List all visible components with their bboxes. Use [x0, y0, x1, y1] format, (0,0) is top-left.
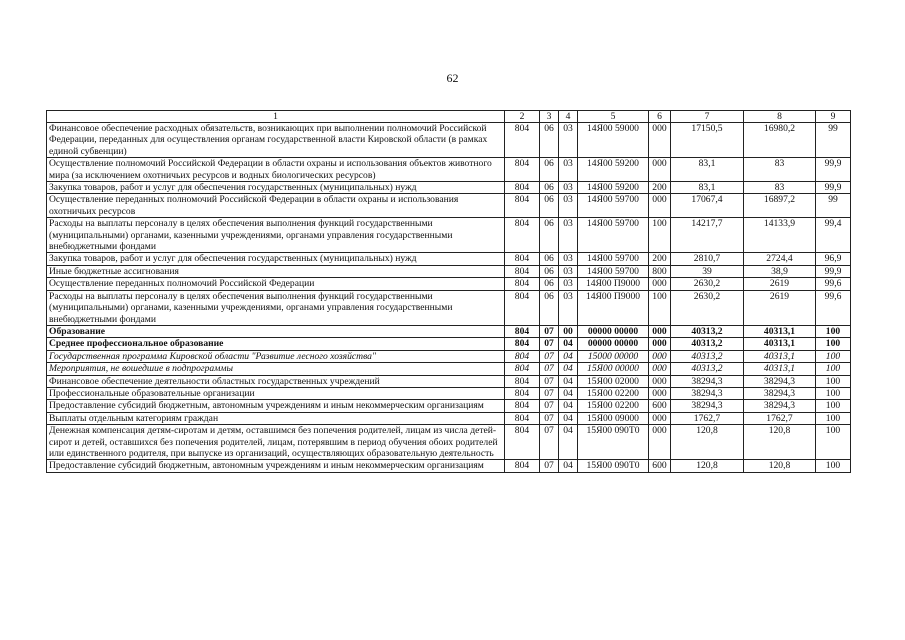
table-row — [47, 278, 851, 290]
table-row — [47, 290, 851, 325]
item-name-cell: Предоставление субсидий бюджетным, автономным учреждениям и иным некоммерческим организациям — [47, 460, 505, 472]
admin-code-cell: 804 — [505, 290, 540, 325]
expense-type-cell: 100 — [649, 290, 671, 325]
executed-amount-cell: 16980,2 — [744, 123, 816, 158]
percent-cell: 99,6 — [816, 290, 851, 325]
item-name-cell: Денежная компенсация детям-сиротам и детям, оставшимся без попечения родителей, лицам из числа детей-сирот и детей, оставшихся без попечения родителей, лицам, потерявшим в период обучения обоих родителей или единственного родителя, при выпуске из организаций, осуществляющих образовательную деятельность — [47, 425, 505, 460]
item-name-cell: Образование — [47, 325, 505, 337]
header-cell: 3 — [540, 111, 559, 123]
item-name-cell: Осуществление переданных полномочий Российской Федерации в области охраны и использования охотничьих ресурсов — [47, 194, 505, 218]
section-cell: 06 — [540, 218, 559, 253]
admin-code-cell: 804 — [505, 425, 540, 460]
item-name-cell: Мероприятия, не вошедшие в подпрограммы — [47, 363, 505, 375]
target-article-cell: 15Я00 02200 — [578, 387, 649, 399]
admin-code-cell: 804 — [505, 387, 540, 399]
planned-amount-cell: 40313,2 — [671, 338, 744, 350]
table-row — [47, 400, 851, 412]
executed-amount-cell: 83 — [744, 182, 816, 194]
subsection-cell: 04 — [559, 400, 578, 412]
percent-cell: 99,4 — [816, 218, 851, 253]
subsection-cell: 04 — [559, 375, 578, 387]
percent-cell: 96,9 — [816, 253, 851, 265]
target-article-cell: 15Я00 02000 — [578, 375, 649, 387]
planned-amount-cell: 2630,2 — [671, 290, 744, 325]
subsection-cell: 03 — [559, 194, 578, 218]
expense-type-cell: 000 — [649, 363, 671, 375]
percent-cell: 100 — [816, 338, 851, 350]
expense-type-cell: 000 — [649, 412, 671, 424]
expense-type-cell: 000 — [649, 387, 671, 399]
header-cell: 6 — [649, 111, 671, 123]
table-row — [47, 218, 851, 253]
table-row — [47, 158, 851, 182]
item-name-cell: Осуществление полномочий Российской Федерации в области охраны и использования объектов животного мира (за исключением охотничьих ресурсов и водных биологических ресурсов) — [47, 158, 505, 182]
admin-code-cell: 804 — [505, 338, 540, 350]
target-article-cell: 14Я00 59700 — [578, 265, 649, 277]
item-name-cell: Расходы на выплаты персоналу в целях обеспечения выполнения функций государственными (муниципальными) органами, казенными учреждениями, органами управления государственными внебюджетными фондами — [47, 218, 505, 253]
executed-amount-cell: 1762,7 — [744, 412, 816, 424]
header-cell: 9 — [816, 111, 851, 123]
subsection-cell: 03 — [559, 265, 578, 277]
item-name-cell: Финансовое обеспечение деятельности областных государственных учреждений — [47, 375, 505, 387]
subsection-cell: 03 — [559, 218, 578, 253]
header-cell: 1 — [47, 111, 505, 123]
admin-code-cell: 804 — [505, 158, 540, 182]
subsection-cell: 03 — [559, 158, 578, 182]
percent-cell: 99,9 — [816, 265, 851, 277]
planned-amount-cell: 39 — [671, 265, 744, 277]
planned-amount-cell: 38294,3 — [671, 400, 744, 412]
table-row — [47, 350, 851, 362]
section-cell: 07 — [540, 363, 559, 375]
executed-amount-cell: 38,9 — [744, 265, 816, 277]
subsection-cell: 04 — [559, 460, 578, 472]
planned-amount-cell: 40313,2 — [671, 350, 744, 362]
admin-code-cell: 804 — [505, 182, 540, 194]
table-row — [47, 375, 851, 387]
percent-cell: 100 — [816, 387, 851, 399]
table-row — [47, 325, 851, 337]
target-article-cell: 15Я00 09000 — [578, 412, 649, 424]
page-number: 62 — [446, 71, 459, 85]
expense-type-cell: 600 — [649, 460, 671, 472]
percent-cell: 99,6 — [816, 278, 851, 290]
admin-code-cell: 804 — [505, 218, 540, 253]
item-name-cell: Иные бюджетные ассигнования — [47, 265, 505, 277]
executed-amount-cell: 2619 — [744, 290, 816, 325]
section-cell: 06 — [540, 182, 559, 194]
section-cell: 06 — [540, 158, 559, 182]
expense-type-cell: 800 — [649, 265, 671, 277]
executed-amount-cell: 40313,1 — [744, 363, 816, 375]
admin-code-cell: 804 — [505, 363, 540, 375]
expense-type-cell: 000 — [649, 123, 671, 158]
executed-amount-cell: 14133,9 — [744, 218, 816, 253]
target-article-cell: 14Я00 59200 — [578, 158, 649, 182]
item-name-cell: Финансовое обеспечение расходных обязательств, возникающих при выполнении полномочий Российской Федерации, переданных для осуществления органам государственной власти Кировской области (в рамках единой субвенции) — [47, 123, 505, 158]
section-cell: 06 — [540, 123, 559, 158]
expense-type-cell: 000 — [649, 425, 671, 460]
percent-cell: 99 — [816, 123, 851, 158]
subsection-cell: 03 — [559, 290, 578, 325]
target-article-cell: 14Я00 59200 — [578, 182, 649, 194]
executed-amount-cell: 40313,1 — [744, 338, 816, 350]
planned-amount-cell: 2810,7 — [671, 253, 744, 265]
section-cell: 07 — [540, 338, 559, 350]
subsection-cell: 04 — [559, 350, 578, 362]
header-cell: 4 — [559, 111, 578, 123]
table-row — [47, 338, 851, 350]
table-row — [47, 425, 851, 460]
section-cell: 07 — [540, 412, 559, 424]
section-cell: 07 — [540, 460, 559, 472]
expense-type-cell: 600 — [649, 400, 671, 412]
executed-amount-cell: 38294,3 — [744, 400, 816, 412]
percent-cell: 100 — [816, 375, 851, 387]
section-cell: 06 — [540, 278, 559, 290]
item-name-cell: Среднее профессиональное образование — [47, 338, 505, 350]
executed-amount-cell: 16897,2 — [744, 194, 816, 218]
target-article-cell: 14Я00 59700 — [578, 218, 649, 253]
executed-amount-cell: 40313,1 — [744, 325, 816, 337]
table-row — [47, 460, 851, 472]
executed-amount-cell: 2724,4 — [744, 253, 816, 265]
admin-code-cell: 804 — [505, 400, 540, 412]
planned-amount-cell: 83,1 — [671, 182, 744, 194]
planned-amount-cell: 14217,7 — [671, 218, 744, 253]
section-cell: 06 — [540, 265, 559, 277]
section-cell: 06 — [540, 290, 559, 325]
admin-code-cell: 804 — [505, 123, 540, 158]
expense-type-cell: 000 — [649, 338, 671, 350]
expense-type-cell: 100 — [649, 218, 671, 253]
admin-code-cell: 804 — [505, 265, 540, 277]
target-article-cell: 14Я00 59700 — [578, 253, 649, 265]
section-cell: 07 — [540, 387, 559, 399]
subsection-cell: 04 — [559, 387, 578, 399]
subsection-cell: 03 — [559, 182, 578, 194]
target-article-cell: 14Я00 59700 — [578, 194, 649, 218]
percent-cell: 100 — [816, 460, 851, 472]
table-row — [47, 265, 851, 277]
expense-type-cell: 000 — [649, 325, 671, 337]
table-body — [47, 111, 851, 473]
planned-amount-cell: 38294,3 — [671, 375, 744, 387]
header-cell: 5 — [578, 111, 649, 123]
admin-code-cell: 804 — [505, 253, 540, 265]
table-row — [47, 253, 851, 265]
admin-code-cell: 804 — [505, 278, 540, 290]
admin-code-cell: 804 — [505, 350, 540, 362]
item-name-cell: Закупка товаров, работ и услуг для обеспечения государственных (муниципальных) нужд — [47, 182, 505, 194]
item-name-cell: Государственная программа Кировской области "Развитие лесного хозяйства" — [47, 350, 505, 362]
admin-code-cell: 804 — [505, 375, 540, 387]
planned-amount-cell: 38294,3 — [671, 387, 744, 399]
executed-amount-cell: 83 — [744, 158, 816, 182]
admin-code-cell: 804 — [505, 412, 540, 424]
percent-cell: 100 — [816, 400, 851, 412]
planned-amount-cell: 1762,7 — [671, 412, 744, 424]
executed-amount-cell: 40313,1 — [744, 350, 816, 362]
table-row — [47, 387, 851, 399]
percent-cell: 99 — [816, 194, 851, 218]
subsection-cell: 03 — [559, 278, 578, 290]
table-row — [47, 194, 851, 218]
target-article-cell: 15Я00 02200 — [578, 400, 649, 412]
item-name-cell: Расходы на выплаты персоналу в целях обеспечения выполнения функций государственными (муниципальными) органами, казенными учреждениями, органами управления государственными внебюджетными фондами — [47, 290, 505, 325]
subsection-cell: 04 — [559, 338, 578, 350]
subsection-cell: 03 — [559, 253, 578, 265]
section-cell: 07 — [540, 325, 559, 337]
header-cell: 8 — [744, 111, 816, 123]
table-row — [47, 412, 851, 424]
item-name-cell: Выплаты отдельным категориям граждан — [47, 412, 505, 424]
subsection-cell: 04 — [559, 412, 578, 424]
target-article-cell: 15Я00 090Т0 — [578, 460, 649, 472]
planned-amount-cell: 40313,2 — [671, 325, 744, 337]
target-article-cell: 00000 00000 — [578, 325, 649, 337]
header-cell: 7 — [671, 111, 744, 123]
percent-cell: 99,9 — [816, 182, 851, 194]
planned-amount-cell: 120,8 — [671, 425, 744, 460]
expense-type-cell: 200 — [649, 182, 671, 194]
percent-cell: 100 — [816, 325, 851, 337]
subsection-cell: 04 — [559, 425, 578, 460]
planned-amount-cell: 83,1 — [671, 158, 744, 182]
expense-type-cell: 000 — [649, 194, 671, 218]
planned-amount-cell: 120,8 — [671, 460, 744, 472]
table-row — [47, 182, 851, 194]
expense-type-cell: 000 — [649, 158, 671, 182]
subsection-cell: 00 — [559, 325, 578, 337]
planned-amount-cell: 40313,2 — [671, 363, 744, 375]
percent-cell: 100 — [816, 350, 851, 362]
admin-code-cell: 804 — [505, 325, 540, 337]
section-cell: 07 — [540, 400, 559, 412]
target-article-cell: 15000 00000 — [578, 350, 649, 362]
target-article-cell: 14Я00 59000 — [578, 123, 649, 158]
section-cell: 06 — [540, 194, 559, 218]
header-cell: 2 — [505, 111, 540, 123]
header-row — [47, 111, 851, 123]
expense-type-cell: 000 — [649, 278, 671, 290]
percent-cell: 100 — [816, 412, 851, 424]
executed-amount-cell: 120,8 — [744, 425, 816, 460]
table-row — [47, 123, 851, 158]
item-name-cell: Профессиональные образовательные организации — [47, 387, 505, 399]
table-row — [47, 363, 851, 375]
executed-amount-cell: 120,8 — [744, 460, 816, 472]
planned-amount-cell: 17067,4 — [671, 194, 744, 218]
expense-type-cell: 000 — [649, 375, 671, 387]
percent-cell: 99,9 — [816, 158, 851, 182]
target-article-cell: 14Я00 П9000 — [578, 290, 649, 325]
target-article-cell: 15Я00 00000 — [578, 363, 649, 375]
budget-table — [46, 110, 851, 473]
target-article-cell: 15Я00 090Т0 — [578, 425, 649, 460]
section-cell: 07 — [540, 375, 559, 387]
target-article-cell: 00000 00000 — [578, 338, 649, 350]
item-name-cell: Закупка товаров, работ и услуг для обеспечения государственных (муниципальных) нужд — [47, 253, 505, 265]
executed-amount-cell: 38294,3 — [744, 387, 816, 399]
percent-cell: 100 — [816, 425, 851, 460]
subsection-cell: 04 — [559, 363, 578, 375]
percent-cell: 100 — [816, 363, 851, 375]
subsection-cell: 03 — [559, 123, 578, 158]
item-name-cell: Осуществление переданных полномочий Российской Федерации — [47, 278, 505, 290]
planned-amount-cell: 2630,2 — [671, 278, 744, 290]
executed-amount-cell: 38294,3 — [744, 375, 816, 387]
section-cell: 06 — [540, 253, 559, 265]
section-cell: 07 — [540, 425, 559, 460]
item-name-cell: Предоставление субсидий бюджетным, автономным учреждениям и иным некоммерческим организациям — [47, 400, 505, 412]
section-cell: 07 — [540, 350, 559, 362]
admin-code-cell: 804 — [505, 194, 540, 218]
planned-amount-cell: 17150,5 — [671, 123, 744, 158]
target-article-cell: 14Я00 П9000 — [578, 278, 649, 290]
expense-type-cell: 000 — [649, 350, 671, 362]
executed-amount-cell: 2619 — [744, 278, 816, 290]
expense-type-cell: 200 — [649, 253, 671, 265]
admin-code-cell: 804 — [505, 460, 540, 472]
